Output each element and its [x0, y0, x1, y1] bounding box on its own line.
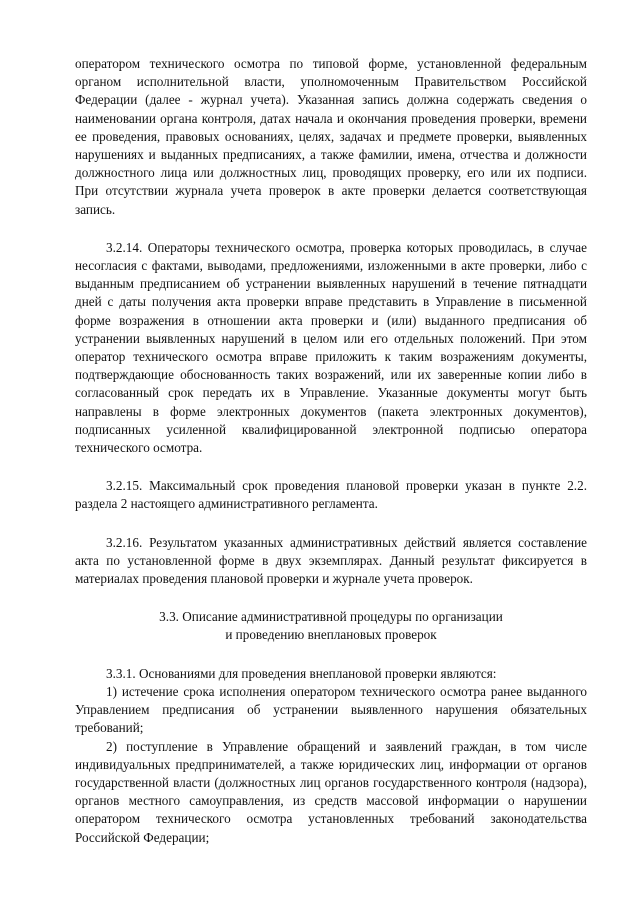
paragraph-journal-entry: оператором технического осмотра по типовой форме, установленной федеральным органом исполнительной власти, уполномоченным Правительством Российской Федерации (далее - журнал учета). Указанная запись должна содержать сведения о наименовании органа контроля, датах начала и окончания проведения проверки, времени ее проведения, правовых основаниях, целях, задачах и предмете проверки, выявленных нарушениях и выданных предписаниях, а также фамилии, имена, отчества и должности должностного лица или должностных лиц, проводящих проверку, его или их подписи. При отсутствии журнала учета проверок в акте проверки делается соответствующая запись. — [75, 56, 587, 217]
spacer — [75, 457, 587, 477]
section-heading-line-2: и проведению внеплановых проверок — [225, 627, 437, 643]
paragraph-3-2-16: 3.2.16. Результатом указанных административных действий является составление акта по установленной форме в двух экземплярах. Данный результат фиксируется в материалах проведения плановой проверки и журнале учета проверок. — [75, 534, 587, 587]
spacer — [75, 588, 587, 608]
spacer — [75, 514, 587, 534]
section-heading-3-3 — [75, 608, 587, 644]
spacer — [75, 645, 587, 665]
paragraph-3-3-1: 3.3.1. Основаниями для проведения внеплановой проверки являются: — [106, 665, 497, 681]
list-item-1: 1) истечение срока исполнения оператором технического осмотра ранее выданного Управлением предписания об устранении выявленного нарушения обязательных требований; — [75, 683, 587, 736]
spacer — [75, 219, 587, 239]
section-heading-line-1: 3.3. Описание административной процедуры по организации — [159, 609, 503, 625]
paragraph-3-2-15: 3.2.15. Максимальный срок проведения плановой проверки указан в пункте 2.2. раздела 2 настоящего административного регламента. — [75, 478, 587, 512]
list-item-2: 2) поступление в Управление обращений и заявлений граждан, в том числе индивидуальных предпринимателей, а также юридических лиц, информации от органов государственной власти (должностных лиц органов государственного контроля (надзора), органов местного самоуправления, из средств массовой информации о нарушении оператором технического осмотра установленных требований законодательства Российской Федерации; — [75, 738, 587, 845]
paragraph-3-2-14: 3.2.14. Операторы технического осмотра, проверка которых проводилась, в случае несогласия с фактами, выводами, предложениями, изложенными в акте проверки, либо с выданным предписанием об устранении выявленных нарушений в течение пятнадцати дней с даты получения акта проверки вправе представить в Управление в письменной форме возражения в отношении акта проверки и (или) выданного предписания об устранении выявленных нарушений в целом или его отдельных положений. При этом оператор технического осмотра вправе приложить к таким возражениям документы, подтверждающие обоснованность таких возражений, или их заверенные копии либо в согласованный срок передать их в Управление. Указанные документы могут быть направлены в форме электронных документов (пакета электронных документов), подписанных усиленной квалифицированной электронной подписью оператора технического осмотра. — [75, 239, 587, 456]
